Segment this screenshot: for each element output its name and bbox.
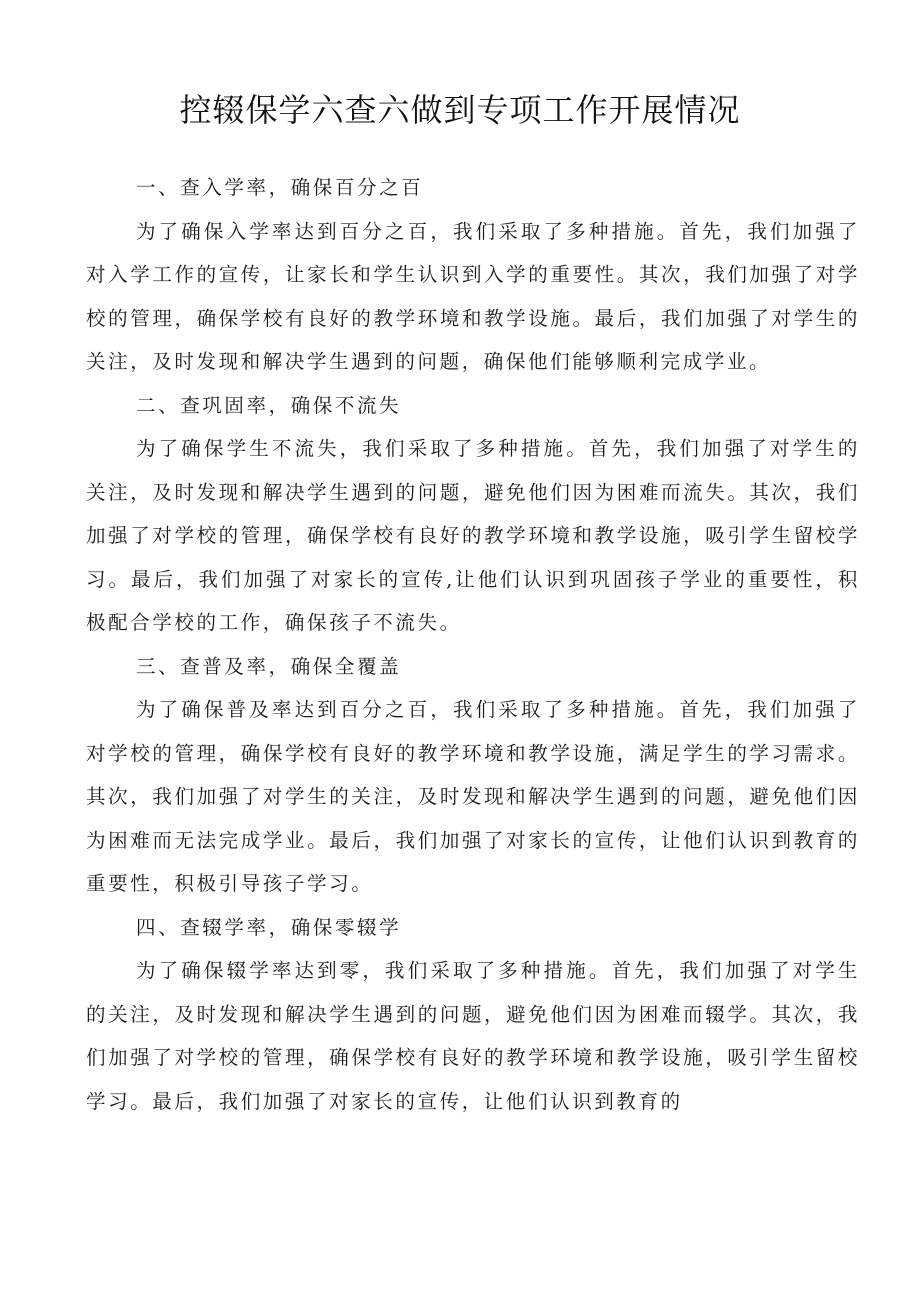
section-heading: 一、查入学率，确保百分之百 [136,176,424,199]
section-paragraph: 为了确保普及率达到百分之百，我们采取了多种措施。首先，我们加强了对学校的管理，确保学校有良好的教学环境和教学设施，满足学生的学习需求。其次，我们加强了对学生的关注，及时发现和解决学生遇到的问题，避免他们因为困难而无法完成学业。最后，我们加强了对家长的宣传，让他们认识到教育的重要性，积极引导孩子学习。 [86,698,860,895]
section-1 [86,166,860,384]
section-paragraph: 为了确保学生不流失，我们采取了多种措施。首先，我们加强了对学生的关注，及时发现和解决学生遇到的问题，避免他们因为困难而流失。其次，我们加强了对学校的管理，确保学校有良好的教学环境和教学设施，吸引学生留校学习。最后，我们加强了对家长的宣传,让他们认识到巩固孩子学业的重要性，积极配合学校的工作，确保孩子不流失。 [86,437,860,634]
section-paragraph: 为了确保入学率达到百分之百，我们采取了多种措施。首先，我们加强了对入学工作的宣传，让家长和学生认识到入学的重要性。其次，我们加强了对学校的管理，确保学校有良好的教学环境和教学设施。最后，我们加强了对学生的关注，及时发现和解决学生遇到的问题，确保他们能够顺利完成学业。 [86,219,860,373]
section-heading: 二、查巩固率，确保不流失 [136,393,402,417]
section-2 [86,384,860,645]
section-4 [86,906,860,1124]
document-title: 控辍保学六查六做到专项工作开展情况 [179,91,741,129]
section-heading: 四、查辍学率，确保零辍学 [136,915,402,939]
document-content [86,166,860,1123]
section-paragraph: 为了确保辍学率达到零，我们采取了多种措施。首先，我们加强了对学生的关注，及时发现和解决学生遇到的问题，避免他们因为困难而辍学。其次，我们加强了对学校的管理，确保学校有良好的教学环境和教学设施，吸引学生留校学习。最后，我们加强了对家长的宣传，让他们认识到教育的 [86,959,860,1113]
section-heading: 三、查普及率，确保全覆盖 [136,654,402,678]
section-3 [86,645,860,906]
